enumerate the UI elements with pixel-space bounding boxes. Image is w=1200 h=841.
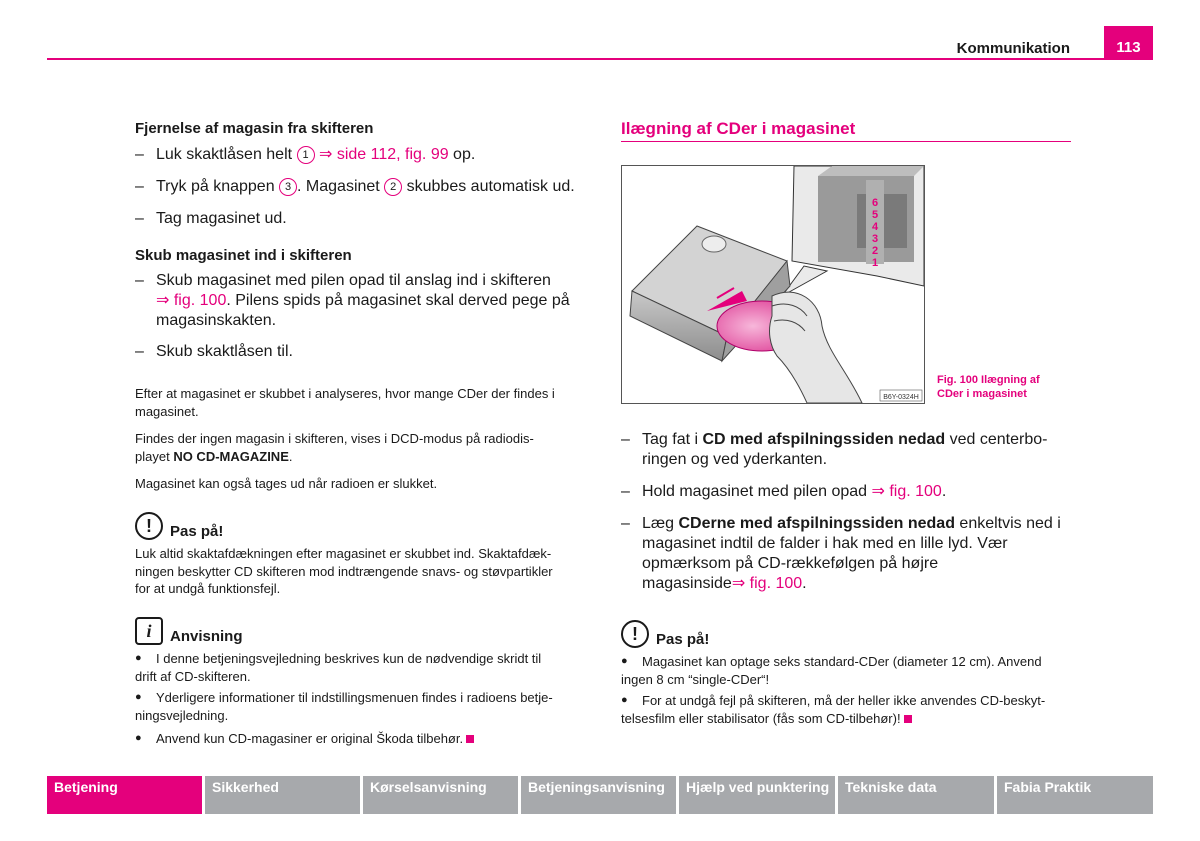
item-text: . Magasinet <box>297 178 385 195</box>
warning-bullet <box>621 692 1081 728</box>
nav-tab-sikkerhed[interactable] <box>205 776 360 814</box>
info-bullet <box>135 730 595 750</box>
bullet-text: telsesfilm eller stabilisator (fås som CD-tilbehør)! <box>621 710 901 726</box>
item-text: Læg <box>642 515 679 532</box>
bullet-icon: ● <box>621 655 628 667</box>
slot-number-3: 3 <box>871 233 879 245</box>
nav-tab-label: Tekniske data <box>845 779 937 795</box>
nav-tab-betjeningsanvisning[interactable] <box>521 776 676 814</box>
link-fig-100[interactable]: ⇒ fig. 100 <box>156 292 227 309</box>
list-item <box>621 514 1071 596</box>
end-mark-icon <box>904 715 912 723</box>
nav-tab-label: Betjeningsanvisning <box>528 779 665 795</box>
nav-tab-label: Betjening <box>54 779 118 795</box>
section-title-insert-cds: Ilægning af CDer i magasinet <box>621 119 856 138</box>
bullet-text: For at undgå fejl på skifteren, må der heller ikke anvendes CD-beskyt- <box>642 693 1046 708</box>
slot-number-1: 1 <box>871 257 879 269</box>
slot-number-6: 6 <box>871 197 879 209</box>
item-emphasis: CD med afspilningssiden nedad <box>702 431 946 448</box>
warning-line: for at undgå funktionsfejl. <box>135 581 281 596</box>
nav-tab-tekniske-data[interactable] <box>838 776 994 814</box>
item-emphasis: CDerne med afspilningssiden nedad <box>678 515 955 532</box>
warning-line: ningen beskytter CD skifteren mod indtrængende snavs- og støvpartikler <box>135 563 553 579</box>
magazine-slot-numbers <box>872 197 879 269</box>
item-text: Hold magasinet med pilen opad <box>642 483 872 500</box>
nav-tab-hjaelp-ved-punktering[interactable] <box>679 776 835 814</box>
paragraph <box>135 385 595 420</box>
figure-100 <box>621 165 925 404</box>
warning-text <box>135 545 595 598</box>
item-text: Tryk på knappen <box>156 178 280 195</box>
bullet-icon: ● <box>135 732 142 744</box>
paragraph-text: playet <box>135 448 174 464</box>
item-text: . <box>802 575 807 592</box>
section-title-insert-magazine: Skub magasinet ind i skifteren <box>135 247 352 264</box>
dash: – <box>135 146 144 163</box>
dash: – <box>621 431 630 448</box>
list-item <box>621 430 1071 472</box>
nav-tab-label: Kørselsanvisning <box>370 779 487 795</box>
paragraph-line: Findes der ingen magasin i skifteren, vises i DCD-modus på radiodis- <box>135 431 534 446</box>
figure-code: B6Y-0324H <box>883 394 919 401</box>
warning-line: Luk altid skaktafdækningen efter magasinet er skubbet ind. Skaktafdæk- <box>135 546 552 561</box>
paragraph-line: magasinet. <box>135 403 199 419</box>
item-text: . Pilens spids på magasinet skal derved pege på <box>226 292 570 309</box>
header-rule <box>47 58 1153 60</box>
nav-tab-betjening[interactable] <box>47 776 202 814</box>
item-text: enkeltvis ned i <box>954 515 1061 532</box>
nav-tab-korselsanvisning[interactable] <box>363 776 518 814</box>
item-text: Skub skaktlåsen til. <box>156 343 293 360</box>
link-fig-100[interactable]: ⇒ fig. 100 <box>731 575 803 592</box>
bullet-text: ningsvejledning. <box>135 707 229 723</box>
list-item <box>135 177 595 197</box>
nav-tab-label: Sikkerhed <box>212 779 279 795</box>
caption-line: CDer i magasinet <box>937 388 1027 400</box>
dash: – <box>621 515 630 532</box>
paragraph-text: . <box>288 448 293 464</box>
item-text: ved centerbo- <box>945 431 1048 448</box>
list-item <box>135 209 595 229</box>
item-text: opmærksom på CD-rækkefølgen på højre <box>642 555 939 572</box>
bullet-icon: ● <box>135 691 142 703</box>
link-fig-100[interactable]: ⇒ fig. 100 <box>871 483 942 500</box>
item-text: . <box>941 483 947 500</box>
nav-tab-fabia-praktik[interactable] <box>997 776 1153 814</box>
info-bullet <box>135 689 595 725</box>
bullet-text: Yderligere informationer til indstillingsmenuen findes i radioens betje- <box>156 690 553 705</box>
item-text: op. <box>448 146 476 163</box>
item-text: magasinside <box>642 575 732 592</box>
info-bullet <box>135 650 595 686</box>
caption-line: Fig. 100 Ilægning af <box>937 374 1040 386</box>
nav-tab-label: Fabia Praktik <box>1004 779 1092 795</box>
warning-icon: ! <box>621 620 649 648</box>
slot-number-2: 2 <box>871 245 879 257</box>
list-item <box>135 271 595 333</box>
item-text: Tag magasinet ud. <box>156 210 287 227</box>
warning-title: Pas på! <box>656 631 710 648</box>
warning-title: Pas på! <box>170 523 224 540</box>
callout-1-icon: 1 <box>297 146 315 164</box>
dash: – <box>135 272 144 289</box>
bullet-text: ingen 8 cm “single-CDer“! <box>621 671 770 687</box>
item-text: ringen og ved yderkanten. <box>642 451 828 468</box>
item-text: magasinet indtil de falder i hak med en lille lyd. Vær <box>642 535 1008 552</box>
page-number: 113 <box>1104 26 1153 60</box>
bullet-icon: ● <box>621 694 628 706</box>
section-title-remove-magazine: Fjernelse af magasin fra skifteren <box>135 120 374 137</box>
item-text: skubbes automatisk ud. <box>402 178 575 195</box>
item-text: Skub magasinet med pilen opad til anslag ind i skifteren <box>156 272 551 289</box>
bullet-text: I denne betjeningsvejledning beskrives kun de nødvendige skridt til <box>156 651 542 666</box>
chapter-title: Kommunikation <box>956 40 1070 57</box>
list-item <box>135 145 595 165</box>
bullet-text: drift af CD-skifteren. <box>135 668 251 684</box>
dash: – <box>135 343 144 360</box>
slot-number-5: 5 <box>871 209 879 221</box>
item-text: magasinskakten. <box>156 312 277 329</box>
bullet-icon: ● <box>135 652 142 664</box>
warning-bullet <box>621 653 1081 689</box>
callout-2-icon: 2 <box>384 178 402 196</box>
info-icon: i <box>135 617 163 645</box>
list-item <box>621 482 1071 502</box>
list-item <box>135 342 595 362</box>
item-text: Luk skaktlåsen helt <box>156 146 297 163</box>
info-title: Anvisning <box>170 628 243 645</box>
cd-magazine-illustration <box>622 166 924 403</box>
nav-tab-label: Hjælp ved punktering <box>686 779 830 795</box>
paragraph: Magasinet kan også tages ud når radioen er slukket. <box>135 476 438 491</box>
bullet-text: Magasinet kan optage seks standard-CDer (diameter 12 cm). Anvend <box>642 654 1042 669</box>
figure-caption <box>937 373 1040 401</box>
item-text: Tag fat i <box>642 431 703 448</box>
end-mark-icon <box>466 735 474 743</box>
display-message: NO CD-MAGAZINE <box>173 448 289 464</box>
slot-number-4: 4 <box>871 221 879 233</box>
dash: – <box>135 210 144 227</box>
bullet-text: Anvend kun CD-magasiner er original Škoda tilbehør. <box>156 731 464 746</box>
warning-icon: ! <box>135 512 163 540</box>
dash: – <box>621 483 630 500</box>
link-side-112[interactable]: ⇒ side 112, fig. 99 <box>314 146 449 163</box>
paragraph <box>135 430 595 465</box>
dash: – <box>135 178 144 195</box>
paragraph-line: Efter at magasinet er skubbet i analyseres, hvor mange CDer der findes i <box>135 386 555 401</box>
callout-3-icon: 3 <box>279 178 297 196</box>
title-rule <box>621 141 1071 142</box>
